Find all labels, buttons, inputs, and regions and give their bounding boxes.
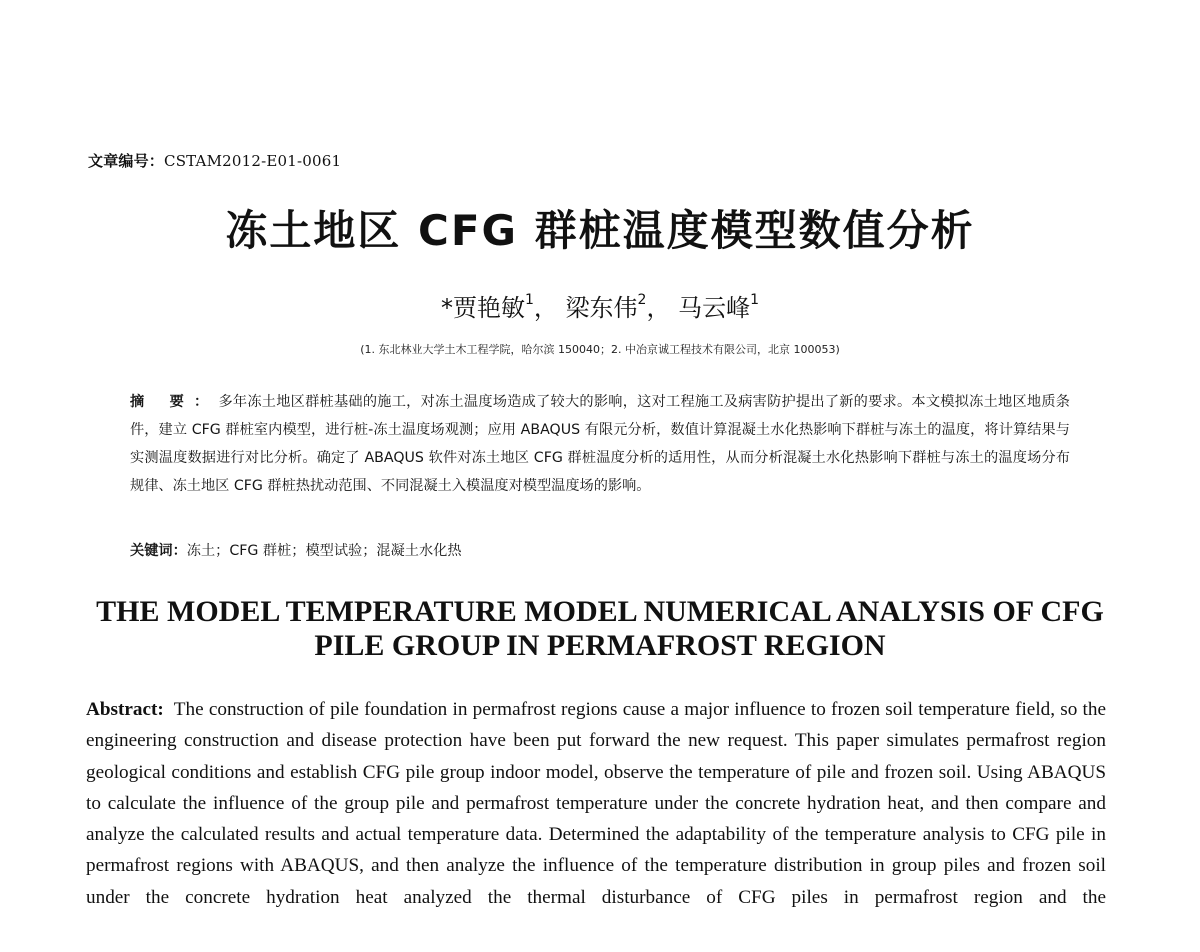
english-abstract: [86, 694, 1106, 913]
article-number-label: 文章编号：: [88, 152, 165, 170]
chinese-abstract: [130, 388, 1070, 500]
chinese-abstract-text: 多年冻土地区群桩基础的施工，对冻土温度场造成了较大的影响，这对工程施工及病害防护提出了新的要求。本文模拟冻土地区地质条件，建立 CFG 群桩室内模型，进行桩-冻土温度场观测；应用 ABAQUS 有限元分析，数值计算混凝土水化热影响下群桩与冻土的温度，将计算结果与实测温度数据进行对比分析。确定了 ABAQUS 软件对冻土地区 CFG 群桩温度分析的适用性，从而分析混凝土水化热影响下群桩与冻土的温度场分布规律、冻土地区 CFG 群桩热扰动范围、不同混凝土入模温度对模型温度场的影响。: [130, 394, 1070, 494]
keywords-text: 冻土；CFG 群桩；模型试验；混凝土水化热: [186, 543, 462, 559]
english-title: THE MODEL TEMPERATURE MODEL NUMERICAL ANALYSIS OF CFG PILE GROUP IN PERMAFROST REGION: [96, 595, 1104, 662]
author-name: 马云峰: [678, 294, 751, 322]
author-affiliation-mark: 2: [637, 292, 647, 308]
chinese-title: 冻土地区 CFG 群桩温度模型数值分析: [225, 206, 975, 255]
article-number-value: CSTAM2012-E01-0061: [164, 152, 342, 170]
english-abstract-label: Abstract:: [86, 699, 164, 720]
article-number: [88, 150, 341, 171]
author-list: [0, 288, 1200, 323]
english-abstract-text: The construction of pile foundation in permafrost regions cause a major influence to frozen soil temperature field, so the engineering construction and disease protection have been put forward the new request. This paper simulates permafrost region geological conditions and establish CFG pile group indoor model, observe the temperature of pile and frozen soil. Using ABAQUS to calculate the influence of the group pile and permafrost temperature under the concrete hydration heat, and then compare and analyze the calculated results and actual temperature data. Determined the adaptability of the temperature analysis to CFG pile in permafrost regions with ABAQUS, and then analyze the influence of the temperature distribution in group piles and frozen soil under the concrete hydration heat analyzed the thermal disturbance of CFG piles in permafrost region and the: [86, 699, 1106, 908]
author-name: *贾艳敏: [440, 294, 525, 322]
affiliations: (1. 东北林业大学土木工程学院，哈尔滨 150040；2. 中冶京诚工程技术有限公司，北京 100053): [360, 343, 840, 356]
author-affiliation-mark: 1: [524, 292, 534, 308]
author-name: 梁东伟: [565, 294, 638, 322]
author-affiliation-mark: 1: [750, 292, 760, 308]
chinese-keywords: [130, 540, 1070, 560]
author-separator: ，: [646, 294, 671, 322]
chinese-abstract-label: 摘 要：: [130, 394, 219, 410]
keywords-label: 关键词：: [130, 543, 187, 559]
author-separator: ，: [533, 294, 558, 322]
